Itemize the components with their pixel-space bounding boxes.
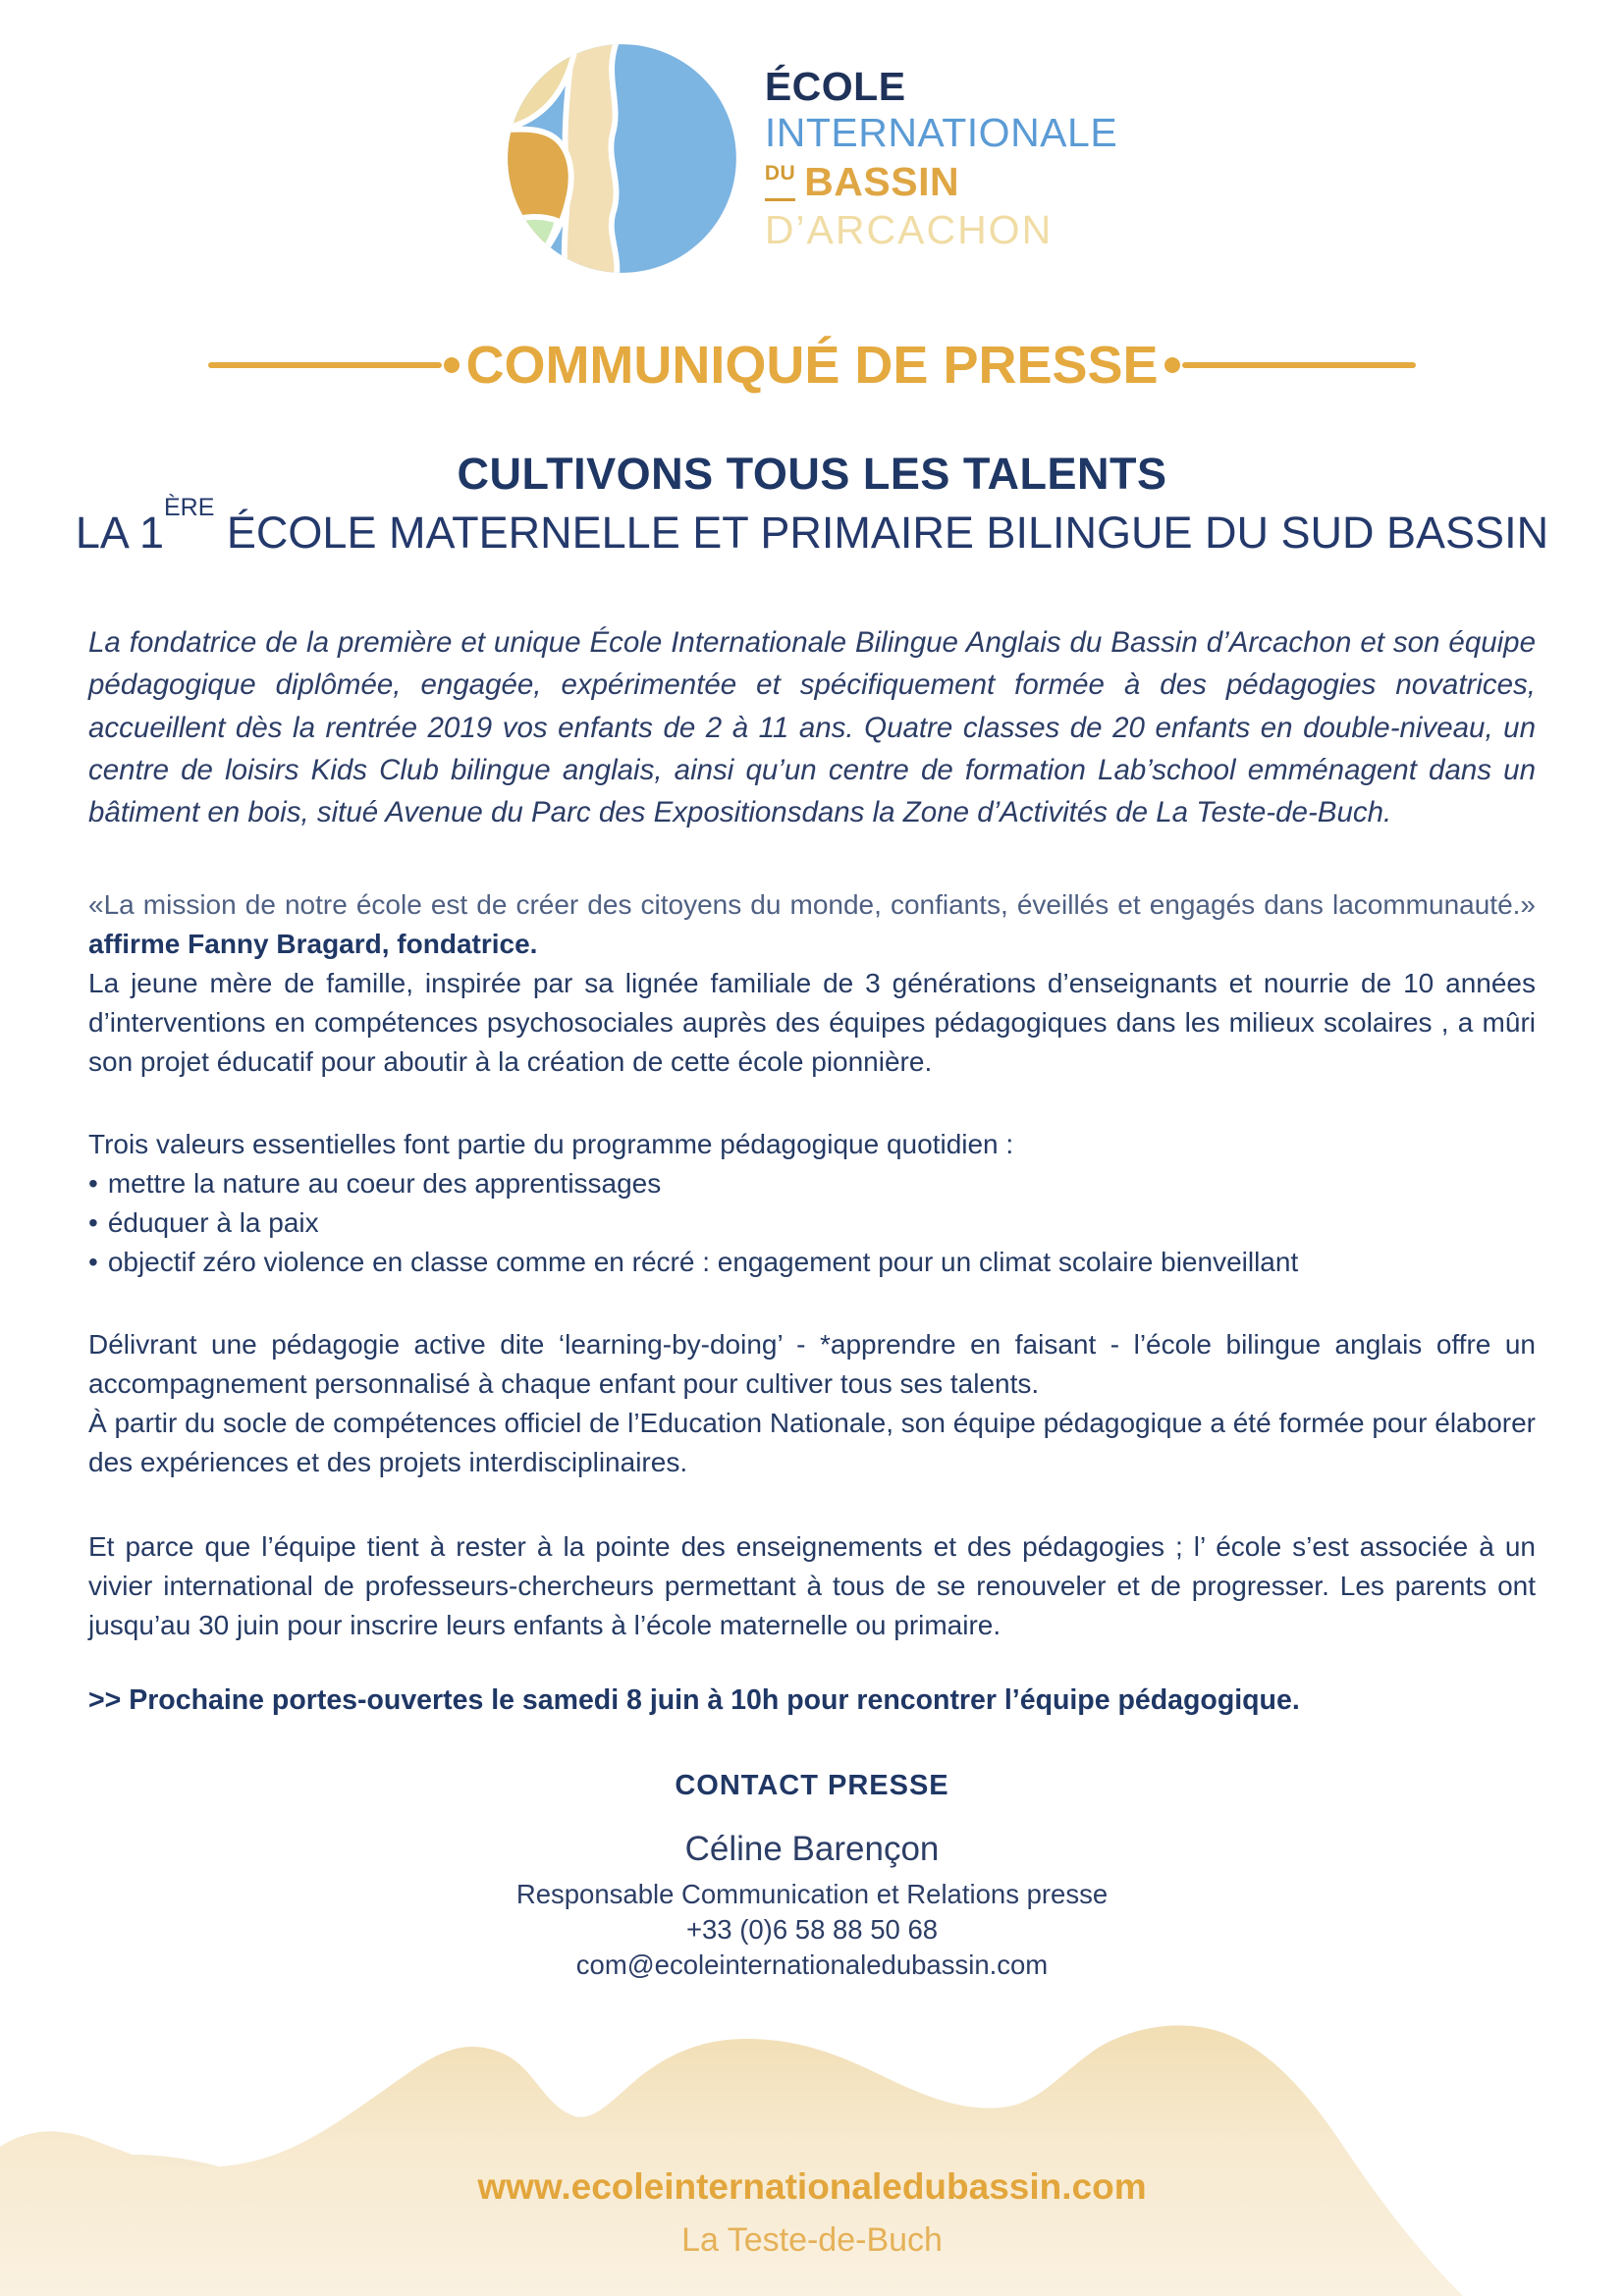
values-heading: Trois valeurs essentielles font partie du programme pédagogique quotidien : <box>88 1128 1014 1159</box>
headline-sub-ordinal: ÈRE <box>164 494 215 521</box>
value-item-label: objectif zéro violence en classe comme en récré : engagement pour un climat scolaire bienveillant <box>107 1247 1299 1278</box>
headline-main: CULTIVONS TOUS LES TALENTS <box>457 449 1167 499</box>
logo-word-du-bassin <box>765 156 1117 207</box>
value-item-zero-violence <box>88 1243 1536 1282</box>
headline-sub <box>0 494 1624 559</box>
headline-sub-prefix: LA 1 <box>75 507 164 558</box>
bullet-icon: • <box>88 1167 98 1199</box>
bullet-icon: • <box>88 1247 98 1278</box>
value-item-label: éduquer à la paix <box>107 1207 319 1239</box>
intro-paragraph: La fondatrice de la première et unique École Internationale Bilingue Anglais du Bassin d’Arcachon et son équipe pédagogique diplômée, engagée, expérimentée et spécifiquement formée à des pédagogies novatrices, accueillent dès la rentrée 2019 vos enfants de 2 à 11 ans. Quatre classes de 20 enfants en double-niveau, un centre de loisirs Kids Club bilingue anglais, ainsi qu’un centre de formation Lab’school emménagent dans un bâtiment en bois, situé Avenue du Parc des Expositionsdans la Zone d’Activités de La Teste-de-Buch. <box>88 626 1536 829</box>
press-release-banner <box>0 335 1624 396</box>
banner-title: COMMUNIQUÉ DE PRESSE <box>465 336 1159 395</box>
logo-word-ecole: ÉCOLE <box>764 64 906 109</box>
logo-word-du: DU <box>765 150 795 201</box>
value-item-nature <box>88 1164 1536 1203</box>
founder-paragraph: La jeune mère de famille, inspirée par sa lignée familiale de 3 générations d’enseignants et nourrie de 10 années d’interventions en compétences psychosociales auprès des équipes pédagogiques dans les milieux scolaires , a mûri son projet éducatif pour aboutir à la création de cette école pionnière. <box>88 967 1536 1077</box>
logo-word-internationale: INTERNATIONALE <box>764 110 1118 155</box>
value-item-paix <box>88 1203 1536 1243</box>
contact-email: com@ecoleinternationaledubassin.com <box>575 1949 1049 1981</box>
banner-rule-left <box>208 362 442 368</box>
logo-wordmark <box>765 64 1117 253</box>
pedagogy-section <box>88 1325 1536 1482</box>
headline-sub-rest: ÉCOLE MATERNELLE ET PRIMAIRE BILINGUE DU SUD BASSIN <box>214 507 1549 558</box>
logo-word-arcachon: D’ARCACHON <box>764 207 1054 252</box>
footer-dune <box>0 2002 1624 2296</box>
footer-website: www.ecoleinternationaledubassin.com <box>477 2166 1147 2207</box>
contact-role: Responsable Communication et Relations presse <box>515 1879 1109 1910</box>
quote-attribution: affirme Fanny Bragard, fondatrice. <box>88 928 538 959</box>
pedagogy-paragraph-1: Délivrant une pédagogie active dite ‘learning-by-doing’ - *apprendre en faisant - l’école bilingue anglais offre un accompagnement personnalisé à chaque enfant pour cultiver tous ses talents. <box>88 1329 1536 1400</box>
logo-word-bassin: BASSIN <box>804 158 960 204</box>
contact-section <box>88 1770 1536 1981</box>
contact-name: Céline Barençon <box>684 1830 940 1869</box>
values-section <box>88 1125 1536 1282</box>
bullet-icon: • <box>88 1207 98 1239</box>
team-paragraph: Et parce que l’équipe tient à rester à la pointe des enseignements et des pédagogies ; l’ école s’est associée à un vivier international de professeurs-chercheurs permettant à tous de se renouveler et de progresser. Les parents ont jusqu’au 30 juin pour inscrire leurs enfants à l’école maternelle ou primaire. <box>88 1531 1536 1641</box>
bassin-map-logo-icon <box>507 43 737 274</box>
contact-phone: +33 (0)6 58 88 50 68 <box>685 1914 939 1946</box>
quote-paragraph <box>88 885 1536 964</box>
value-item-label: mettre la nature au coeur des apprentissages <box>107 1167 662 1199</box>
banner-rule-right <box>1182 362 1416 368</box>
footer-city: La Teste-de-Buch <box>681 2221 943 2259</box>
contact-heading: CONTACT PRESSE <box>675 1770 949 1802</box>
school-logo <box>0 0 1624 274</box>
open-day-announcement: >> Prochaine portes-ouvertes le samedi 8 juin à 10h pour rencontrer l’équipe pédagogique. <box>88 1684 1300 1717</box>
press-release-body <box>0 621 1624 1981</box>
quote-text: «La mission de notre école est de créer des citoyens du monde, confiants, éveillés et engagés dans lacommunauté.» <box>88 888 1536 920</box>
pedagogy-paragraph-2: À partir du socle de compétences officiel de l’Education Nationale, son équipe pédagogique a été formée pour élaborer des expériences et des projets interdisciplinaires. <box>88 1408 1536 1478</box>
